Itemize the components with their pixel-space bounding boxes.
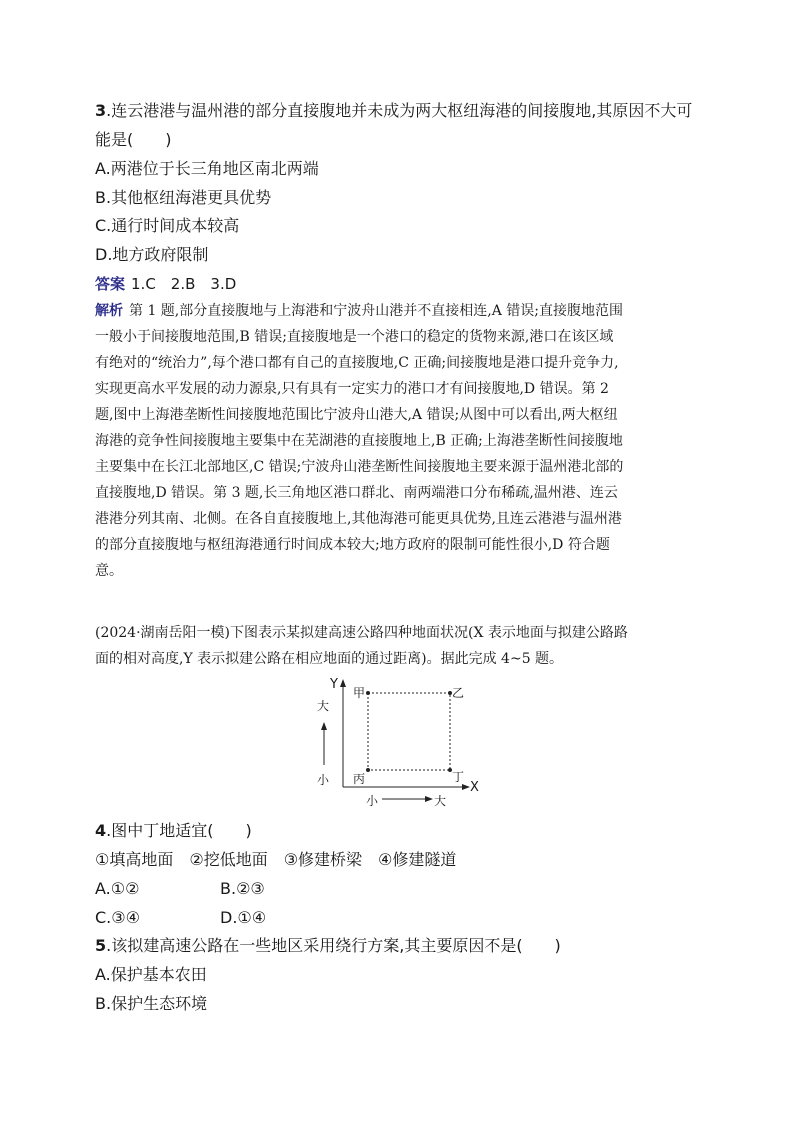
x-big-label: 大 xyxy=(434,794,447,808)
explanation-label: 解析 xyxy=(95,303,123,319)
explanation-line: 的部分直接腹地与枢纽海港通行时间成本较大;地方政府的限制可能性很小,D 符合题 xyxy=(95,537,610,553)
y-direction-arrow-head xyxy=(321,722,327,730)
x-axis-label: X xyxy=(470,780,479,795)
question-4-option-b: B.②③ xyxy=(220,879,265,898)
question-number: 4 xyxy=(95,821,107,840)
question-5-option-a: A.保护基本农田 xyxy=(95,965,207,984)
point-bing xyxy=(366,768,370,772)
figure xyxy=(310,675,490,810)
intro-line-1: (2024·湖南岳阳一模)下图表示某拟建高速公路四种地面状况(X 表示地面与拟建公路路 xyxy=(95,625,628,641)
label-jia: 甲 xyxy=(353,686,366,700)
question-4-option-c: C.③④ xyxy=(95,908,140,927)
answer-line xyxy=(95,273,236,294)
answer-label: 答案 xyxy=(95,275,126,293)
question-3-option-a: A.两港位于长三角地区南北两端 xyxy=(95,159,319,178)
y-big-label: 大 xyxy=(317,699,330,713)
explanation-line: 意。 xyxy=(95,563,123,579)
answer-text: 1.C 2.B 3.D xyxy=(131,275,237,293)
explanation-line: 直接腹地,D 错误。第 3 题,长三角地区港口群北、南两端港口分布稀疏,温州港、连云 xyxy=(95,485,618,501)
question-4-option-a: A.①② xyxy=(95,879,140,898)
explanation-line: 海港的竞争性间接腹地主要集中在芜湖港的直接腹地上,B 正确;上海港垄断性间接腹地 xyxy=(95,433,623,449)
question-number: 5 xyxy=(95,936,107,955)
question-number: 3 xyxy=(95,101,107,120)
question-3-option-d: D.地方政府限制 xyxy=(95,245,209,264)
x-direction-arrow-head xyxy=(425,796,433,802)
intro-line-2: 面的相对高度,Y 表示拟建公路在相应地面的通过距离)。据此完成 4~5 题。 xyxy=(95,651,564,667)
explanation-block xyxy=(95,298,695,584)
y-axis-arrow xyxy=(340,679,346,687)
explanation-line: 有绝对的“统治力”,每个港口都有自己的直接腹地,C 正确;间接腹地是港口提升竞争力, xyxy=(95,355,619,371)
point-jia xyxy=(366,691,370,695)
label-bing: 丙 xyxy=(353,772,366,786)
y-small-label: 小 xyxy=(317,773,330,787)
y-axis-label: Y xyxy=(330,677,338,692)
question-3-option-b: B.其他枢纽海港更具优势 xyxy=(95,188,272,207)
label-yi: 乙 xyxy=(452,686,465,700)
question-4-items: ①填高地面 ②挖低地面 ③修建桥梁 ④修建隧道 xyxy=(95,850,457,869)
x-small-label: 小 xyxy=(366,794,379,808)
question-3-option-c: C.通行时间成本较高 xyxy=(95,216,240,235)
question-4-option-d: D.①④ xyxy=(220,908,267,927)
explanation-line: 题,图中上海港垄断性间接腹地范围比宁波舟山港大,A 错误;从图中可以看出,两大枢纽 xyxy=(95,407,618,423)
question-4-stem: 4.图中丁地适宜( ) xyxy=(95,821,252,840)
explanation-line: 解析 第 1 题,部分直接腹地与上海港和宁波舟山港并不直接相连,A 错误;直接腹地范围 xyxy=(95,303,623,319)
dashed-rectangle xyxy=(368,693,450,770)
label-ding: 丁 xyxy=(452,770,465,784)
explanation-line: 港港分列其南、北侧。在各自直接腹地上,其他海港可能更具优势,且连云港港与温州港 xyxy=(95,511,622,527)
question-3-stem-line2: 能是( ) xyxy=(95,130,172,149)
question-5-option-b: B.保护生态环境 xyxy=(95,994,208,1013)
question-5-stem: 5.该拟建高速公路在一些地区采用绕行方案,其主要原因不是( ) xyxy=(95,936,561,955)
explanation-line: 主要集中在长江北部地区,C 错误;宁波舟山港垄断性间接腹地主要来源于温州港北部的 xyxy=(95,459,624,475)
material-intro xyxy=(95,620,628,672)
explanation-line: 一般小于间接腹地范围,B 错误;直接腹地是一个港口的稳定的货物来源,港口在该区域 xyxy=(95,329,614,345)
explanation-line: 实现更高水平发展的动力源泉,只有具有一定实力的港口才有间接腹地,D 错误。第 2 xyxy=(95,381,609,397)
question-3-stem-line1: 3.连云港港与温州港的部分直接腹地并未成为两大枢纽海港的间接腹地,其原因不大可 xyxy=(95,101,693,120)
